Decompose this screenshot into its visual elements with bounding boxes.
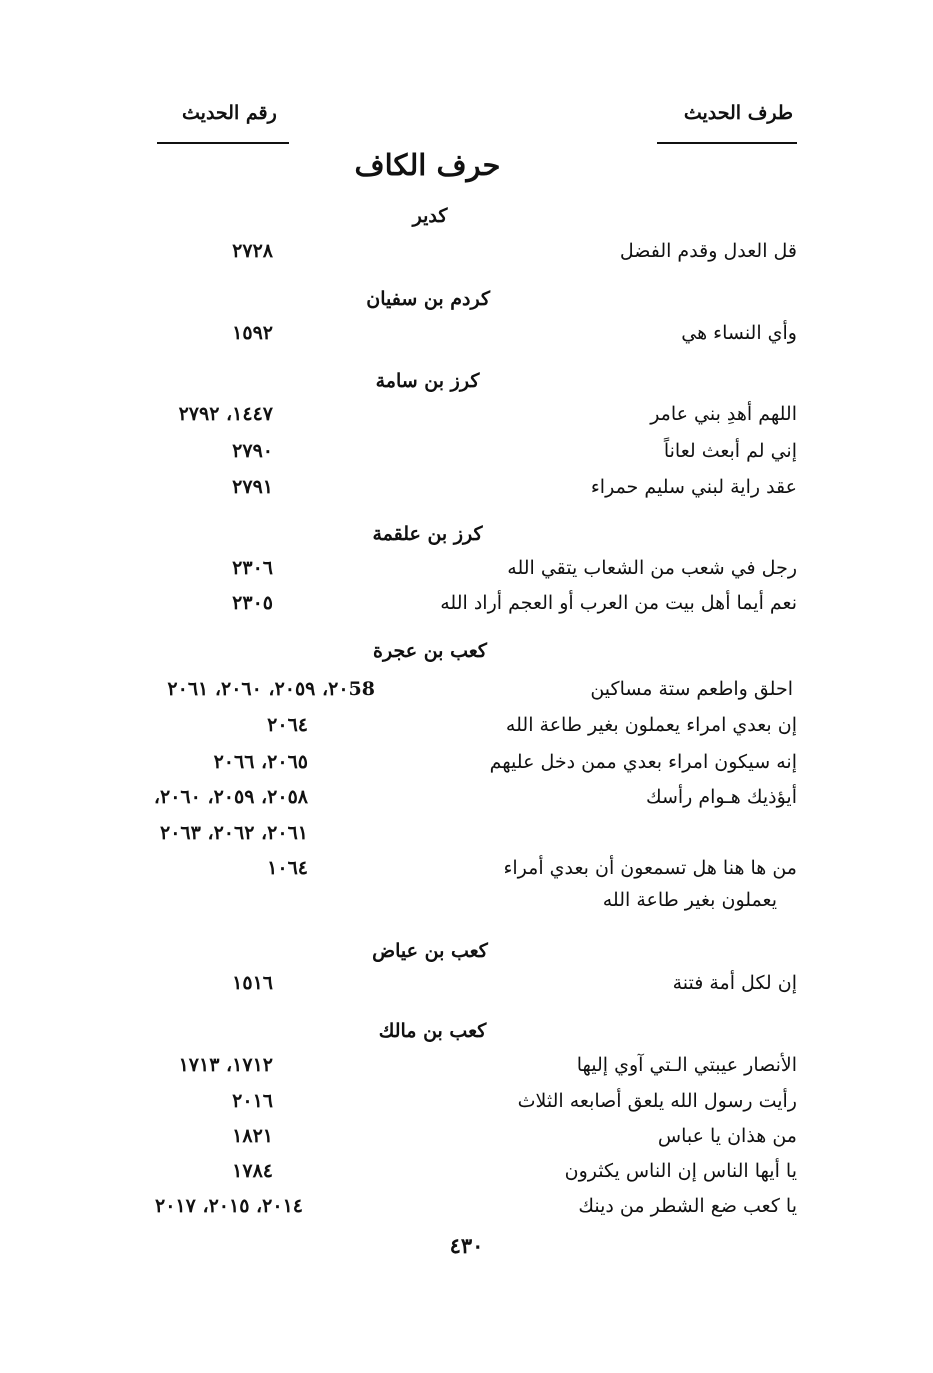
narrator-heading: كرز بن سامة [375, 370, 480, 392]
narrator-heading: كردم بن سفيان [366, 288, 490, 310]
hadith-text: وأي النساء هي [681, 322, 797, 344]
hadith-text: اللهم أهدِ بني عامر [650, 403, 797, 425]
hadith-numbers: ٢٧٢٨ [232, 240, 273, 262]
hadith-numbers: ٢٠٦٤ [267, 714, 308, 736]
header-hadith-number-label: رقم الحديث [182, 102, 277, 124]
narrator-heading: كعب بن عجرة [373, 640, 487, 662]
hadith-text: أيؤذيك هـوام رأسك [645, 786, 797, 808]
hadith-numbers: ٢٠١٦ [232, 1090, 273, 1112]
hadith-text: نعم أيما أهل بيت من العرب أو العجم أراد الله [440, 592, 797, 614]
hadith-numbers: ٢٠٦٥، ٢٠٦٦ [213, 751, 308, 773]
hadith-text: الأنصار عيبتي الـتي آوي إليها [576, 1054, 797, 1076]
header-left-rule [157, 142, 289, 144]
hadith-numbers: ١٤٤٧، ٢٧٩٢ [178, 403, 273, 425]
hadith-numbers: ٢٧٩١ [232, 476, 273, 498]
hadith-numbers: ١٥٩٢ [232, 322, 273, 344]
hadith-numbers: ٢٠١٤، ٢٠١٥، ٢٠١٧ [155, 1195, 303, 1217]
hadith-text: من هذان يا عباس [657, 1125, 797, 1147]
hadith-numbers: ١٧١٢، ١٧١٣ [178, 1054, 273, 1076]
hadith-numbers: ٢٠٥٨، ٢٠٥٩، ٢٠٦٠، [153, 786, 308, 808]
hadith-text: إن بعدي امراء يعملون بغير طاعة الله [505, 714, 797, 736]
hadith-text: رجل في شعب من الشعاب يتقي الله [507, 557, 797, 579]
header-hadith-text-label: طرف الحديث [683, 102, 793, 124]
narrator-heading: كرز بن علقمة [372, 523, 483, 545]
hadith-text: احلق واطعم ستة مساكين [590, 678, 793, 700]
hadith-numbers: ٢٧٩٠ [232, 440, 273, 462]
narrator-heading: كدير [412, 205, 448, 227]
hadith-numbers: ١٠٦٤ [267, 857, 308, 879]
hadith-numbers: ٢٣٠٦ [232, 557, 273, 579]
hadith-text: يا كعب ضع الشطر من دينك [578, 1195, 797, 1217]
hadith-numbers: ٢٣٠٥ [232, 592, 273, 614]
hadith-text: قل العدل وقدم الفضل [619, 240, 797, 262]
page-number: ٤٣٠ [449, 1233, 484, 1258]
hadith-text: إني لم أبعث لعاناً [663, 440, 797, 462]
hadith-numbers: ١٥١٦ [232, 972, 273, 994]
hadith-numbers: ١٨٢١ [232, 1125, 273, 1147]
hadith-text: من ها هنا هل تسمعون أن بعدي أمراء [503, 857, 797, 879]
narrator-heading: كعب بن عياض [372, 940, 488, 962]
hadith-text: يا أيها الناس إن الناس يكثرون [564, 1160, 797, 1182]
hadith-text: إنه سيكون امراء بعدي ممن دخل عليهم [489, 751, 797, 773]
narrator-heading: كعب بن مالك [378, 1020, 487, 1042]
hadith-numbers: ٢٠58، ٢٠٥٩، ٢٠٦٠، ٢٠٦١ [167, 678, 375, 700]
hadith-numbers: ١٧٨٤ [232, 1160, 273, 1182]
header-right-rule [657, 142, 797, 144]
hadith-numbers-continued: ٢٠٦١، ٢٠٦٢، ٢٠٦٣ [160, 822, 308, 844]
section-title: حرف الكاف [354, 148, 501, 182]
hadith-text: رأيت رسول الله يلعق أصابعه الثلاث [517, 1090, 797, 1112]
hadith-text: إن لكل أمة فتنة [672, 972, 797, 994]
hadith-text: عقد راية لبني سليم حمراء [590, 476, 797, 498]
hadith-text-continued: يعملون بغير طاعة الله [602, 889, 777, 911]
